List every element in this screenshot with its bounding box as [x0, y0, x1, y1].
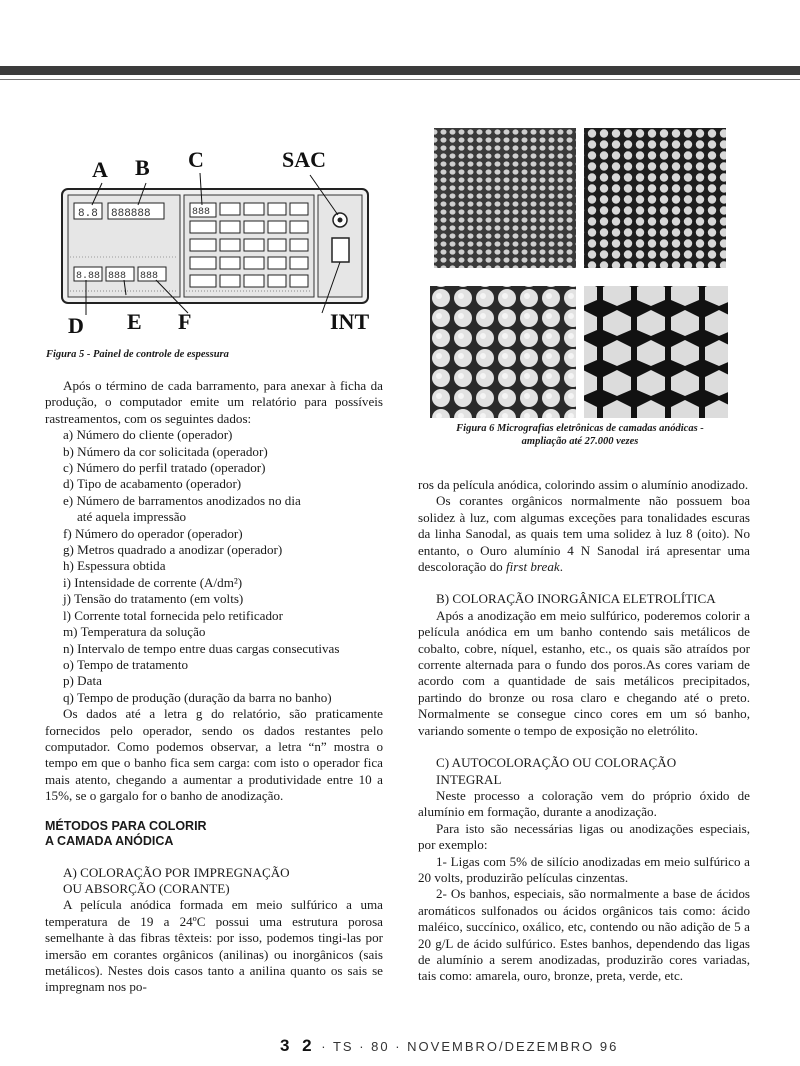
intro-paragraph: Após o término de cada barramento, para anexar à ficha da produção, o computador emite um relatório para possíveis rastreamentos, com os seguintes dados:	[45, 378, 383, 426]
list-item: g) Metros quadrado a anodizar (operador)	[63, 542, 283, 558]
figure-6-micrographs	[430, 128, 730, 418]
callout-f: F	[178, 309, 192, 334]
micrograph-grid	[430, 128, 730, 418]
subheading-line: OU ABSORÇÃO (CORANTE)	[63, 880, 230, 896]
list-item: e) Número de barramentos anodizados no dia	[63, 492, 301, 508]
subheading-b: B) COLORAÇÃO INORGÂNICA ELETROLÍTICA	[436, 591, 716, 607]
callout-a: A	[92, 157, 108, 182]
svg-text:8.8: 8.8	[78, 208, 98, 220]
text-run: .	[559, 559, 563, 575]
page-footer	[280, 1036, 618, 1056]
callout-e: E	[127, 309, 142, 334]
list-item: j) Tensão do tratamento (em volts)	[63, 591, 244, 607]
list-item: c) Número do perfil tratado (operador)	[63, 460, 266, 476]
callout-d: D	[68, 313, 84, 338]
callout-b: B	[135, 155, 150, 180]
list-item: a) Número do cliente (operador)	[63, 427, 233, 443]
baths-paragraph: 2- Os banhos, especiais, são normalmente a base de ácidos aromáticos sulfonados ou ácidos orgânicos tais como: ácido maléico, succínico, oxálico, etc, contendo ou não adição de 5 a 20 g/L de ácido sulfúrico. Estes banhos, dependendo das ligas de alumínio a serem anodizadas, produzirão cores variadas, tais como: amarela, ouro, bronze, preta, verde, etc.	[418, 886, 750, 984]
svg-text:888: 888	[140, 271, 159, 282]
subheading-c	[418, 755, 750, 788]
svg-text:888888: 888888	[111, 208, 151, 220]
figure-5-caption: Figura 5 - Painel de controle de espessura	[46, 349, 229, 360]
electrolytic-paragraph: Após a anodização em meio sulfúrico, poderemos colorir a película anódica em um banho contendo sais metálicos de cobalto, cobre, níquel, estanho, etc., os quais são atraídos por corrente alternada para o fundo dos poros.As cores variam de acordo com a quantidade de sais metálicos precipitados, partindo do bronze ou rosa claro e chegando até o preto. Normalmente se consegue cinco cores em um só banho, variando somente o tempo de exposição no eletrólito.	[418, 607, 750, 738]
list-item: p) Data	[63, 673, 102, 689]
right-column	[418, 477, 750, 985]
caption-line: Figura 6 Micrografias eletrônicas de camadas anódicas -	[456, 423, 704, 434]
subheading-line: C) AUTOCOLORAÇÃO OU COLORAÇÃO	[436, 755, 677, 771]
svg-text:8.88: 8.88	[76, 271, 101, 282]
header-rule-thin	[0, 79, 800, 80]
heading-line: A CAMADA ANÓDICA	[45, 833, 174, 848]
subheading-line: A) COLORAÇÃO POR IMPREGNAÇÃO	[63, 864, 290, 880]
silicon-paragraph: 1- Ligas com 5% de silício anodizadas em meio sulfúrico a 20 volts, produzirão películas cinzentas.	[418, 853, 750, 885]
list-item: d) Tipo de acabamento (operador)	[63, 476, 242, 492]
list-item: n) Intervalo de tempo entre duas cargas consecutivas	[63, 640, 340, 656]
text-run: Os corantes orgânicos normalmente não possuem boa solidez à luz, com algumas exceções para tonalidades escuras da linha Sanodal, as quais tem uma solidez à luz 8 (oito). No entanto, o Ouro alumínio 4 N Sanodal irá apresentar uma descoloração do	[418, 493, 750, 575]
list-item: b) Número da cor solicitada (operador)	[63, 443, 268, 459]
callout-sac: SAC	[282, 147, 327, 172]
panel-drawing	[40, 145, 385, 340]
list-item: q) Tempo de produção (duração da barra no banho)	[63, 689, 332, 705]
subheading-a	[45, 865, 383, 898]
caption-line: ampliação até 27.000 vezes	[521, 436, 639, 447]
list-item: m) Temperatura da solução	[63, 624, 206, 640]
report-paragraph: Os dados até a letra g do relatório, são praticamente fornecidos pelo operador, sendo os dados restantes pelo computador. Como podemos observar, a letra “n” mostra o tempo em que o banho fica sem carga: com isto o operador fica mais atento, chegando a aumentar a produtividade entre 10 a 15%, se o gargalo for o banho de anodização.	[45, 706, 383, 804]
impregnation-paragraph: A película anódica formada em meio sulfúrico a uma temperatura de 19 a 24ºC possui uma estrutura porosa semelhante à das fibras têxteis: por isso, podemos tingi-las por imersão em corantes orgânicos (anilinas) ou inorgânicos (sais metálicos). Nestes dois casos tanto a anilina quanto os sais se impregnam nos po-	[45, 897, 383, 995]
list-item: l) Corrente total fornecida pelo retificador	[63, 607, 283, 623]
figure-6-caption	[430, 422, 730, 448]
figure-5-control-panel	[40, 145, 385, 340]
footer-issue: · TS · 80 · NOVEMBRO/DEZEMBRO 96	[321, 1039, 619, 1054]
callout-c: C	[188, 147, 204, 172]
list-item: h) Espessura obtida	[63, 558, 166, 574]
list-item: o) Tempo de tratamento	[63, 656, 189, 672]
organic-dyes-paragraph	[418, 493, 750, 575]
section-heading	[45, 819, 383, 849]
svg-text:888: 888	[108, 271, 127, 282]
svg-text:888: 888	[192, 207, 211, 218]
emphasis-first-break: first break	[505, 559, 560, 575]
list-item: i) Intensidade de corrente (A/dm²)	[63, 574, 243, 590]
report-data-list	[45, 427, 383, 706]
continuation-paragraph: ros da película anódica, colorindo assim o alumínio anodizado.	[418, 477, 749, 492]
list-item: f) Número do operador (operador)	[63, 525, 243, 541]
page-number: 3 2	[280, 1036, 316, 1055]
alloys-paragraph: Para isto são necessárias ligas ou anodizações especiais, por exemplo:	[418, 820, 750, 853]
list-item: até aquela impressão	[77, 509, 187, 525]
callout-int: INT	[330, 309, 370, 334]
subheading-line: INTEGRAL	[436, 771, 502, 787]
left-column	[45, 378, 383, 996]
heading-line: MÉTODOS PARA COLORIR	[45, 818, 207, 833]
header-rule	[0, 66, 800, 75]
integral-paragraph: Neste processo a coloração vem do próprio óxido de alumínio em formação, durante a anodização.	[418, 787, 750, 820]
